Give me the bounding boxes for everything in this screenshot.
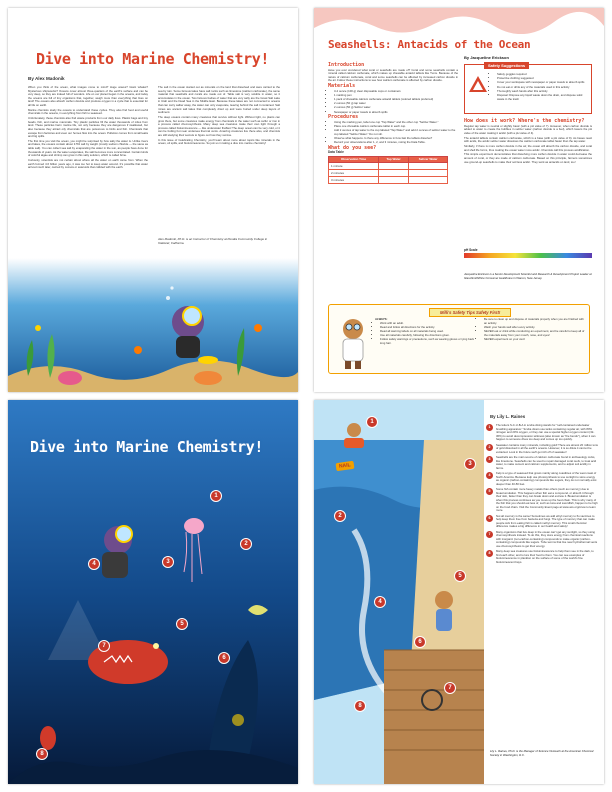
paragraph: The antacid tablets contain calcium carbonate, which is a base (with a pH value of 9). As bases react with acids, the acidic seltzer water dissolves the calcium carbonate tablet faster than the tap water. (464, 135, 592, 144)
list-item: • Add 2 ounces of tap water to the cup labeled "Tap Water" and add 2 ounces of seltzer water to the cup labeled "Seltzer Water." Do not stir. (334, 129, 458, 136)
list-item: • Read and follow all directions for the activity. (380, 326, 475, 330)
list-item (486, 515, 598, 529)
callout-marker: 6 (414, 636, 426, 648)
byline: By Lily L. Raines (490, 414, 526, 419)
article-column-right (158, 86, 280, 147)
diver-reef-illustration (8, 258, 298, 392)
safety-tips-right (479, 318, 587, 342)
section-heading: Materials (328, 82, 356, 89)
safety-suggestions-box (464, 64, 592, 114)
callout-marker: 2 (334, 510, 346, 522)
table-row (329, 170, 448, 177)
fact-text: Some fish contain more heavy metals than others (such as mercury) due to bioaccumulation. This happens when fish eat a compound, or absorb it through their skin, faster than they can break down and excrete it. Bioaccumulation is when this process continues as you move up the food chain. This is why many of the fish that you should eat less of, such as tuna and swordfish, happen to be high on the food chain. Visit the Community Event page at www.acs.org/ccew to learn more. (496, 487, 598, 512)
warning-triangle-icon (468, 75, 488, 93)
callout-marker: 5 (176, 618, 188, 630)
fact-text: Seawater contains many minerals, including gold! There are almost 20 million tons of gold dissolved in all the earth's oceans. However, it is so dilute it cannot be extracted. Look in the future we'll get rich off of seawater! (496, 442, 598, 454)
fact-text: Not all mercury is the same! Sometimes we add ethyl mercury to flu vaccines to help keep them free from bacteria and fungi. The type of mercury that can make people sick from eating fish is called methyl mercury. This small chemical difference makes a big difference in our health and safety! (496, 513, 595, 528)
page-title: Seashells: Antacids of the Ocean (328, 38, 531, 51)
safety-suggestions-heading: Safety Suggestions (484, 62, 529, 69)
materials-list (328, 90, 458, 115)
number-badge: 4 (486, 472, 493, 479)
fact-text: Seashells are the main source of calcium carbonate found in archaeology rocks, like limestone. Seashells can be used to repair damaged coral reefs, to treat acid water, to make cement and calcium supplements, and to adjust soil acidity in farms. (496, 455, 597, 470)
milli-mascot-icon (335, 315, 371, 371)
callout-marker: 1 (366, 416, 378, 428)
table-cell: 2 minutes (329, 170, 379, 177)
deep-sea-illustration (8, 400, 298, 784)
list-item: • 1 marking pen (334, 94, 458, 98)
safety-list (491, 73, 587, 101)
number-badge: 2 (486, 444, 493, 451)
safety-tips-left (375, 318, 475, 346)
list-item: • Wash your hands well after every activity. (484, 326, 587, 330)
callout-marker: 5 (454, 570, 466, 582)
callout-marker: 7 (444, 682, 456, 694)
paragraph: When you think of the ocean, what images come to mind? Huge waves? Giant whales? Mysterious shipwrecks? Oceans cover almost three-quarters of the earth's surface and can be very deep, so they are indeed full of wonders. Life on our planet began in the oceans, and today the oceans are full of tiny organisms that, together, weigh more than everything that lives on land! The oceans also absorb carbon dioxide and produce oxygen in a cycle that is essential for all life on earth. (28, 85, 148, 107)
byline: By Jacqueline Erickson (464, 55, 509, 60)
list-item: • Use all materials carefully, following the directions given. (380, 334, 475, 338)
paragraph: Curiously, scientists are not certain about where all the water on earth came from. When the earth formed 4.6 billion years ago, it was too hot to keep water around. It's possible that water arrived much later, carried by comets or asteroids that collided with the earth. (28, 158, 148, 170)
callout-marker: 4 (374, 596, 386, 608)
paragraph: Similarly, if there is more carbon dioxide in the air, the ocean will absorb the carbon dioxide, and coral and shell life forms, thus making the ocean water more acidic. Chemists call this process acidification. (464, 143, 592, 152)
table-cell: 3 minutes (329, 177, 379, 184)
callout-marker: 4 (88, 558, 100, 570)
table-header: Observation Time (329, 156, 379, 163)
table-row (329, 163, 448, 170)
list-item: • 1 pack of chewable calcium carbonate antacid tablets (colored tablets preferred) (334, 98, 458, 102)
intro-paragraph: Have you ever wondered what coral or seashells are made of? Coral and some seashells contain a mineral called calcium carbonate, which makes up chewable antacid tablets like Tums. Because of the nature of calcium carbonate, coral and some seashells can be affected by increased carbon dioxide in the air. Follow these instructions to see how calcium carbonate is affected by carbon dioxide. (328, 67, 458, 83)
paragraph: In this issue of Celebrating Chemistry, you'll learn about more about topics like minerals in the ocean, oil spills, and bioluminescence. So join us in taking a dive into marine chemistry! (158, 137, 280, 146)
table-cell (409, 170, 448, 177)
paragraph: Unfortunately, these chemists also find waste products from our daily lives. Plastic bags and tiny beads, fish, and marine mammals. Tiny plastic particles fill the water thousands of miles from land. These particles harm marine life, not only because they are dangerous if swallowed, but also because they attract oily chemicals that are poisonous to birds and fish. Chemicals that escape from factories and even our homes flow into the ocean. Pollution comes from small leaks and big spills. (28, 116, 148, 139)
list-item: • Using the marking pen, label one cup "Tap Water" and the other cup "Seltzer Water." (334, 121, 458, 125)
ph-gradient-bar (464, 253, 592, 258)
number-badge: 5 (486, 488, 493, 495)
paragraph: This simple experiment demonstrates that dissolving more carbon dioxide in water could decrease the amount of coral, or they are made of calcium carbonate. Based on this principle, farmers sometimes use ground-up seashells to make their soil less acidic. They work as antacids on land, too! (464, 152, 592, 164)
coral-header-decoration (314, 8, 604, 34)
section-heading: How does it work? Where's the chemistry? (464, 118, 585, 124)
list-item: • 3-4 ounce (100 g) clear disposable cups or containers (334, 90, 458, 94)
list-item (486, 550, 598, 564)
author-credit: Alex Madonik, Ph.D. is an Instructor of Chemistry at Peralta Community College in Oakland, California. (158, 237, 268, 245)
paragraph: The salt in the ocean started out as minerals on the land that dissolved and were carried to the sea by rain. Some famous lakes have salt rocks such as limestone (calcium carbonate), the same material that seashells and corals are made out of. Table salt is very soluble in water, so it accumulates in the ocean. Two famous bodies of water that are very salty are the Great Salt Lake in Utah and the Dead Sea in the Middle East. Because these lakes are not connected to oceans that can carry saltier away, the water can only evaporate, leaving behind the salt it contained. Salt mines are ancient salt lakes that completely dried up and were buried under deep layers of sediment. (158, 85, 280, 115)
page-title: Dive into Marine Chemistry! (36, 50, 270, 68)
callout-marker: 7 (98, 640, 110, 652)
ph-scale-label: pH Scale (464, 248, 478, 252)
callout-marker: 8 (354, 700, 366, 712)
paragraph: Marine chemists study the oceans to understand these cycles. They also find food and useful chemicals in the oceans, in everything from fish to seaweed. (28, 107, 148, 116)
list-item: • Disposal: Dispose any liquid waste down the drain, and dispose solid waste in the trash (497, 94, 587, 101)
list-item: • Observe what happens. Is there any difference in how fast the tablets dissolve? (334, 137, 458, 141)
number-badge: 3 (486, 456, 493, 463)
list-item (486, 444, 598, 455)
list-item: • Place one chewable calcium carbonate tablet in each cup. (334, 125, 458, 129)
callout-marker: 8 (36, 748, 48, 760)
number-badge: 7 (486, 531, 493, 538)
list-item: • Protective clothing suggested (497, 77, 587, 81)
table-cell (409, 177, 448, 184)
list-item (486, 456, 598, 470)
list-item: • Read all warning labels on all materials being used. (380, 330, 475, 334)
list-item (486, 531, 598, 549)
section-heading: Introduction (328, 62, 365, 68)
table-row (329, 177, 448, 184)
list-item (486, 488, 598, 513)
table-title: Data Table (328, 150, 344, 155)
numbered-facts-list (486, 424, 598, 566)
list-item: • NEVER experiment on your own! (484, 338, 587, 342)
page-seashells-antacids-activity (314, 8, 604, 392)
byline: By Alex Madonik (28, 76, 65, 81)
activity-right-column (464, 118, 592, 165)
page-beach-facts (314, 400, 604, 784)
paragraph: The deep oceans contain many creatures that survive without light. Without light, no plants can grow there, but some creatures make energy from chemicals in the water such as sulfur or iron in a process called chemosynthesis. Many deep sea creatures make their own light through a process called bioluminescence — like underwater fireflies! The deep ocean can be very cold, or it can be boiling hot near undersea thermal vents. Amazing creatures live there also, and chemists are still studying their secrets to figure out how they survive. (158, 114, 280, 137)
table-cell (378, 163, 408, 170)
fact-text: Many deep sea creatures use bioluminescence to help them see in the dark, to find each other, and to lure their food to them. You can see examples of bioluminescence in plankton on the surface of some of the world's fine bioluminescent bays. (496, 549, 594, 564)
data-table (328, 156, 448, 185)
list-item: • 2 ounces (50 g) Seltzer water (334, 106, 458, 110)
table-header: Tap Water (378, 156, 408, 163)
list-item (486, 472, 598, 486)
callout-marker: 6 (218, 652, 230, 664)
paragraph: Regular tap water is neutral or slightly basic (with a pH value of 7). However, when carbon dioxide is added to water to create the bubbles in seltzer water (carbon dioxide is a fuel), which lowers the pH value of the water making it acidic (with a pH value of 4). (464, 123, 592, 135)
fact-text: The letters S-C-U-B-A in scuba diving stands for "self-contained underwater breathing apparatus." Scuba divers use tanks containing regular air, with 80% nitrogen and 20% oxygen, or they can use a special higher oxygen content (32-36%) to avoid decompression sickness (also known as "the bends"), when it can happen to someone dives too deep and comes up too quickly. (496, 423, 596, 441)
number-badge: 6 (486, 515, 493, 522)
list-item: • Do not eat or drink any of the materials used in this activity (497, 86, 587, 90)
procedures-list (328, 121, 458, 145)
millis-safety-tips-box (328, 304, 590, 374)
author-credit: Lily L. Raines, Ph.D. is the Manager of Science Outreach at the American Chemical Society in Washington, D.C. (490, 749, 594, 757)
callout-marker: 1 (210, 490, 222, 502)
millis-safety-tips-heading: Milli's Safety Tips Safety First! (429, 308, 511, 317)
table-cell: 1 minute (329, 163, 379, 170)
paragraph: The first time you visit the ocean, you might be surprised by how salty the water is. Unlike rivers and lakes, the oceans contain about 3.5% salt by weight (mostly sodium chloride — the same as table salt). You can collect sea salt by evaporating the water in the sun, as people have done for thousands of years. As the water evaporates, the salt becomes more concentrated. Certain kinds of colorful algae and shrimp can grow in this salty solution, which is called brine. (28, 138, 148, 158)
section-heading: Procedures (328, 114, 359, 121)
fact-text: Many organisms that live deep in the ocean can't get any sunlight, so they using chemosynthesis instead. To do this, they store energy from chemical reactions with inorganic (non-carbon-containing) compounds to make organic (carbon-containing) compounds like sugars. Tube worms that live near hydrothermal vents use chemosynthesis to get their energy. (496, 529, 598, 548)
section-heading: What do you see? (328, 144, 377, 151)
article-column-left (28, 86, 148, 171)
list-item: • Work with an adult. (380, 322, 475, 326)
list-item: • Be sure to clean up and dispose of materials properly when you are finished with an activity. (484, 318, 587, 325)
activity-left-column (328, 62, 458, 184)
table-cell (409, 163, 448, 170)
table-cell (378, 170, 408, 177)
list-item: • Record your observations after 1, 2, and 3 minutes, noting the Data Table. (334, 141, 458, 145)
list-item: • 2 ounces (50 g) tap water (334, 102, 458, 106)
callout-marker: 3 (162, 556, 174, 568)
beach-boardwalk-illustration (314, 400, 484, 784)
table-header: Seltzer Water (409, 156, 448, 163)
table-cell (378, 177, 408, 184)
number-badge: 1 (486, 424, 493, 431)
page-deep-sea-poster (8, 400, 298, 784)
author-credit: Jacqueline Erickson is a Senior Development Scientist and Research & Development Project Leader at GlaxoSmithKline Consumer Healthcare in Warren, New Jersey. (464, 272, 592, 280)
list-item: • NEVER eat or drink while conducting an experiment, and be careful to keep all of the materials away from your mouth, nose, and eyes! (484, 330, 587, 337)
page-dive-into-marine-chemistry-article (8, 8, 298, 392)
callout-marker: 3 (464, 458, 476, 470)
nail-sign: NAIL (336, 461, 355, 471)
list-item: • Thoroughly wash hands after this activity (497, 90, 587, 94)
list-item: • Cover your workspace with newspaper or paper towels to absorb spills (497, 81, 587, 85)
ph-scale-graphic (464, 248, 592, 270)
always-label: ALWAYS: (375, 317, 388, 321)
page-title: Dive into Marine Chemistry! (30, 438, 264, 456)
list-item: • Safety goggles required (497, 73, 587, 77)
list-item: • Follow safety warnings or precautions, such as wearing gloves or tying back long hair. (380, 338, 475, 345)
list-item (486, 424, 598, 442)
callout-marker: 2 (240, 538, 252, 550)
fact-text: Kelp is a type of seaweed that grows mainly along coastlines of the west coast of North America. Because kelp use photosynthesis to use sunlight to store energy as organic (carbon-containing) compounds like sugars, they do not normally exist deeper than 40-50 feet. (496, 471, 597, 486)
number-badge: 8 (486, 550, 493, 557)
list-item: • Newspaper or paper towels to absorb spills (334, 111, 458, 115)
